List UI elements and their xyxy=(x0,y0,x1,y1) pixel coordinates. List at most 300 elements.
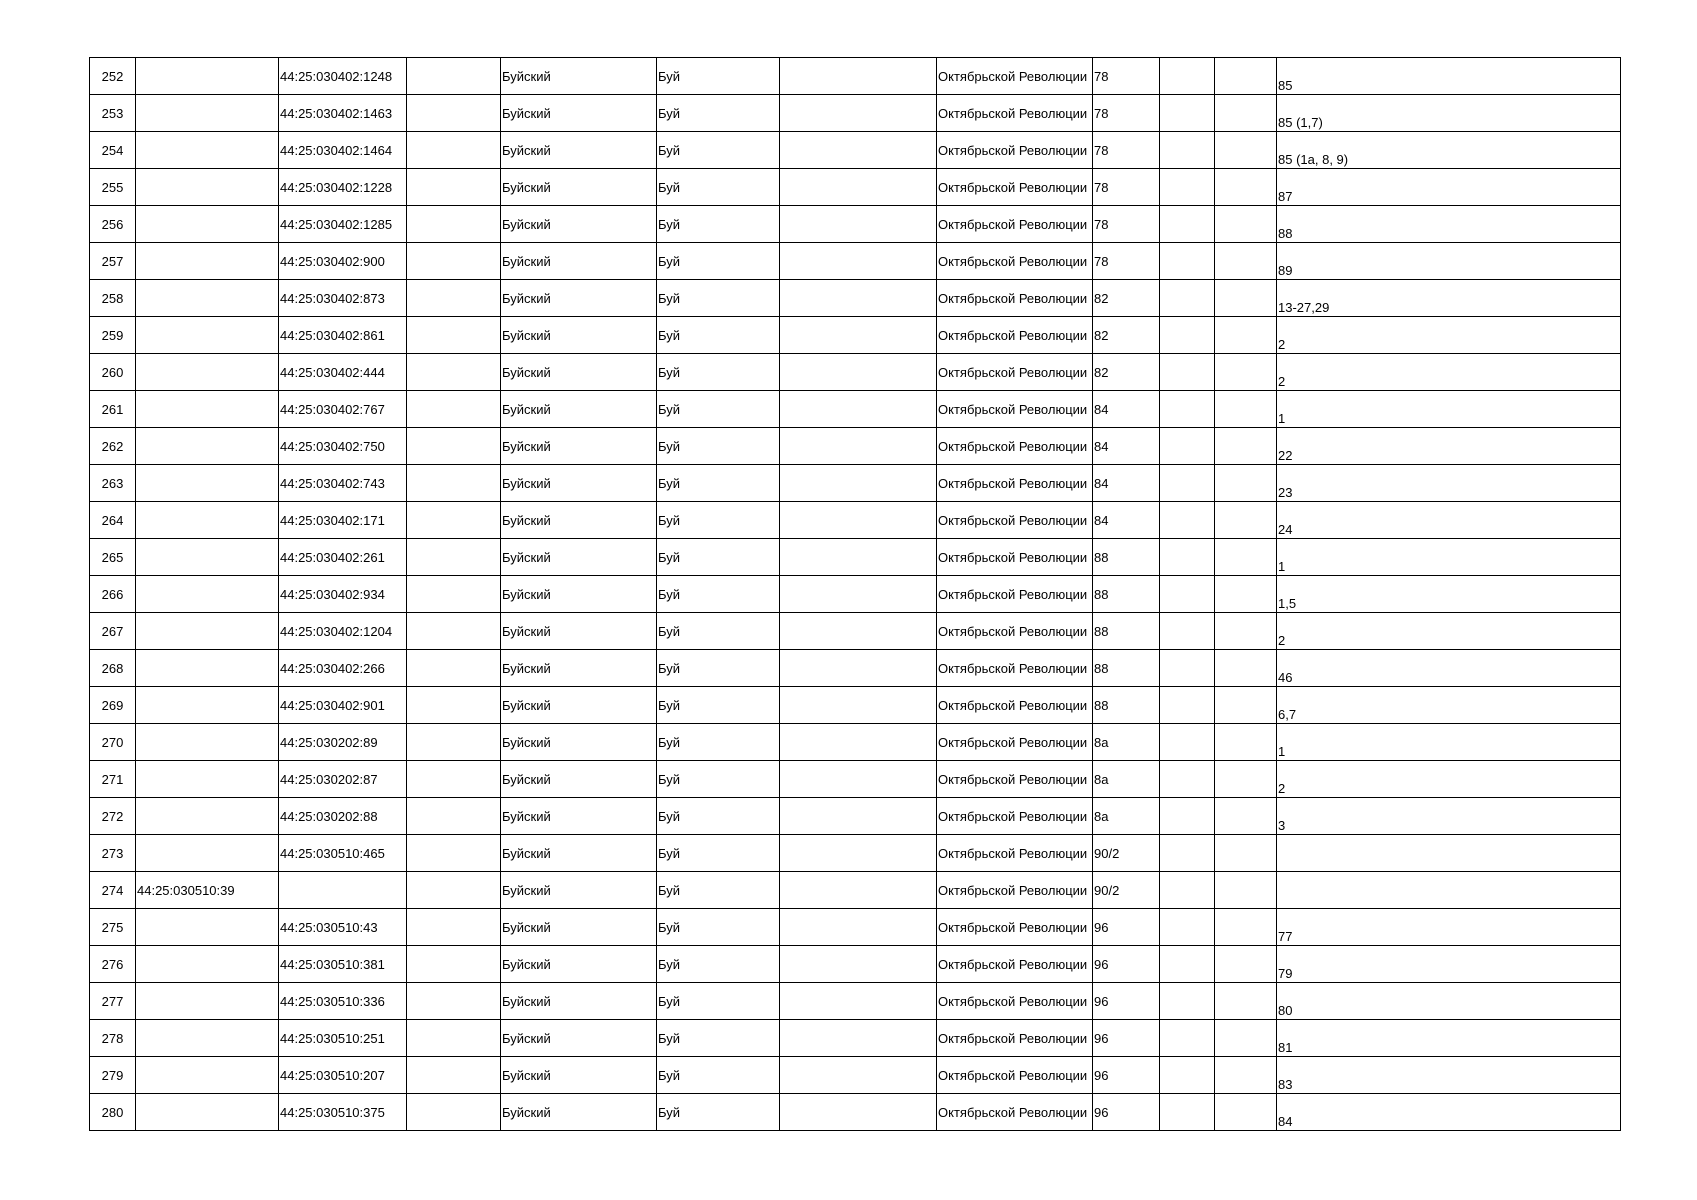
locality-cell xyxy=(780,687,937,724)
street-cell: Октябрьской Революции xyxy=(937,650,1093,687)
locality-cell xyxy=(780,613,937,650)
district-cell: Буйский xyxy=(501,1057,657,1094)
letter-cell xyxy=(1215,1057,1277,1094)
street-cell: Октябрьской Революции xyxy=(937,909,1093,946)
letter-cell xyxy=(1215,95,1277,132)
blank-cell xyxy=(407,909,501,946)
building-cell xyxy=(1160,502,1215,539)
table-row xyxy=(90,539,1621,576)
cadastral-number-parcel-cell xyxy=(136,983,279,1020)
city-cell: Буй xyxy=(657,317,780,354)
locality-cell xyxy=(780,132,937,169)
city-cell: Буй xyxy=(657,206,780,243)
locality-cell xyxy=(780,169,937,206)
house-number-cell: 96 xyxy=(1093,1094,1160,1131)
cadastral-number-object-cell: 44:25:030402:901 xyxy=(279,687,407,724)
blank-cell xyxy=(407,1020,501,1057)
cadastral-number-parcel-cell xyxy=(136,724,279,761)
city-cell: Буй xyxy=(657,58,780,95)
row-number-cell: 268 xyxy=(90,650,136,687)
district-cell: Буйский xyxy=(501,946,657,983)
city-cell: Буй xyxy=(657,872,780,909)
row-number-cell: 265 xyxy=(90,539,136,576)
blank-cell xyxy=(407,280,501,317)
row-number-cell: 259 xyxy=(90,317,136,354)
district-cell: Буйский xyxy=(501,761,657,798)
cadastral-number-parcel-cell xyxy=(136,317,279,354)
registry-table-container xyxy=(89,57,1621,1131)
apartment-cell: 88 xyxy=(1277,206,1621,243)
apartment-cell: 22 xyxy=(1277,428,1621,465)
apartment-cell: 77 xyxy=(1277,909,1621,946)
table-row xyxy=(90,1057,1621,1094)
street-cell: Октябрьской Революции xyxy=(937,465,1093,502)
cadastral-number-parcel-cell xyxy=(136,95,279,132)
street-cell: Октябрьской Революции xyxy=(937,761,1093,798)
district-cell: Буйский xyxy=(501,391,657,428)
cadastral-number-object-cell: 44:25:030202:87 xyxy=(279,761,407,798)
table-row xyxy=(90,798,1621,835)
blank-cell xyxy=(407,465,501,502)
building-cell xyxy=(1160,354,1215,391)
row-number-cell: 260 xyxy=(90,354,136,391)
blank-cell xyxy=(407,428,501,465)
cadastral-number-object-cell: 44:25:030402:1464 xyxy=(279,132,407,169)
table-row xyxy=(90,761,1621,798)
locality-cell xyxy=(780,95,937,132)
street-cell: Октябрьской Революции xyxy=(937,946,1093,983)
table-row xyxy=(90,576,1621,613)
building-cell xyxy=(1160,1057,1215,1094)
cadastral-number-object-cell: 44:25:030402:171 xyxy=(279,502,407,539)
cadastral-number-object-cell: 44:25:030402:743 xyxy=(279,465,407,502)
city-cell: Буй xyxy=(657,169,780,206)
city-cell: Буй xyxy=(657,724,780,761)
blank-cell xyxy=(407,835,501,872)
cadastral-number-parcel-cell xyxy=(136,650,279,687)
house-number-cell: 96 xyxy=(1093,1057,1160,1094)
apartment-cell xyxy=(1277,872,1621,909)
cadastral-number-parcel-cell xyxy=(136,206,279,243)
apartment-cell: 85 (1,7) xyxy=(1277,95,1621,132)
cadastral-number-parcel-cell xyxy=(136,946,279,983)
table-row xyxy=(90,650,1621,687)
apartment-cell: 85 (1а, 8, 9) xyxy=(1277,132,1621,169)
city-cell: Буй xyxy=(657,1094,780,1131)
city-cell: Буй xyxy=(657,280,780,317)
table-row xyxy=(90,613,1621,650)
street-cell: Октябрьской Революции xyxy=(937,58,1093,95)
house-number-cell: 82 xyxy=(1093,317,1160,354)
apartment-cell: 3 xyxy=(1277,798,1621,835)
row-number-cell: 252 xyxy=(90,58,136,95)
street-cell: Октябрьской Революции xyxy=(937,687,1093,724)
blank-cell xyxy=(407,650,501,687)
building-cell xyxy=(1160,428,1215,465)
cadastral-number-parcel-cell xyxy=(136,502,279,539)
blank-cell xyxy=(407,687,501,724)
house-number-cell: 88 xyxy=(1093,687,1160,724)
cadastral-number-object-cell: 44:25:030402:873 xyxy=(279,280,407,317)
row-number-cell: 280 xyxy=(90,1094,136,1131)
table-row xyxy=(90,206,1621,243)
table-row xyxy=(90,58,1621,95)
district-cell: Буйский xyxy=(501,1020,657,1057)
table-row xyxy=(90,428,1621,465)
letter-cell xyxy=(1215,58,1277,95)
building-cell xyxy=(1160,1094,1215,1131)
building-cell xyxy=(1160,872,1215,909)
row-number-cell: 266 xyxy=(90,576,136,613)
apartment-cell: 2 xyxy=(1277,354,1621,391)
blank-cell xyxy=(407,391,501,428)
letter-cell xyxy=(1215,650,1277,687)
district-cell: Буйский xyxy=(501,58,657,95)
district-cell: Буйский xyxy=(501,687,657,724)
city-cell: Буй xyxy=(657,1057,780,1094)
district-cell: Буйский xyxy=(501,724,657,761)
house-number-cell: 84 xyxy=(1093,502,1160,539)
row-number-cell: 264 xyxy=(90,502,136,539)
table-row xyxy=(90,465,1621,502)
cadastral-number-object-cell: 44:25:030402:767 xyxy=(279,391,407,428)
locality-cell xyxy=(780,243,937,280)
street-cell: Октябрьской Революции xyxy=(937,169,1093,206)
house-number-cell: 78 xyxy=(1093,243,1160,280)
street-cell: Октябрьской Революции xyxy=(937,206,1093,243)
table-row xyxy=(90,909,1621,946)
house-number-cell: 8а xyxy=(1093,798,1160,835)
cadastral-number-parcel-cell xyxy=(136,354,279,391)
building-cell xyxy=(1160,576,1215,613)
row-number-cell: 256 xyxy=(90,206,136,243)
letter-cell xyxy=(1215,280,1277,317)
district-cell: Буйский xyxy=(501,169,657,206)
cadastral-number-parcel-cell xyxy=(136,613,279,650)
blank-cell xyxy=(407,983,501,1020)
cadastral-number-object-cell: 44:25:030402:1228 xyxy=(279,169,407,206)
city-cell: Буй xyxy=(657,650,780,687)
city-cell: Буй xyxy=(657,95,780,132)
letter-cell xyxy=(1215,169,1277,206)
row-number-cell: 263 xyxy=(90,465,136,502)
street-cell: Октябрьской Революции xyxy=(937,428,1093,465)
building-cell xyxy=(1160,58,1215,95)
row-number-cell: 258 xyxy=(90,280,136,317)
district-cell: Буйский xyxy=(501,95,657,132)
apartment-cell: 2 xyxy=(1277,761,1621,798)
cadastral-number-object-cell: 44:25:030510:465 xyxy=(279,835,407,872)
blank-cell xyxy=(407,354,501,391)
house-number-cell: 84 xyxy=(1093,391,1160,428)
district-cell: Буйский xyxy=(501,206,657,243)
apartment-cell: 6,7 xyxy=(1277,687,1621,724)
row-number-cell: 277 xyxy=(90,983,136,1020)
street-cell: Октябрьской Революции xyxy=(937,835,1093,872)
cadastral-number-parcel-cell xyxy=(136,1020,279,1057)
row-number-cell: 278 xyxy=(90,1020,136,1057)
house-number-cell: 96 xyxy=(1093,909,1160,946)
row-number-cell: 267 xyxy=(90,613,136,650)
apartment-cell: 13-27,29 xyxy=(1277,280,1621,317)
letter-cell xyxy=(1215,687,1277,724)
table-row xyxy=(90,132,1621,169)
district-cell: Буйский xyxy=(501,465,657,502)
district-cell: Буйский xyxy=(501,872,657,909)
district-cell: Буйский xyxy=(501,1094,657,1131)
building-cell xyxy=(1160,317,1215,354)
letter-cell xyxy=(1215,1094,1277,1131)
house-number-cell: 8а xyxy=(1093,724,1160,761)
city-cell: Буй xyxy=(657,539,780,576)
street-cell: Октябрьской Революции xyxy=(937,613,1093,650)
letter-cell xyxy=(1215,465,1277,502)
cadastral-number-object-cell: 44:25:030202:88 xyxy=(279,798,407,835)
house-number-cell: 96 xyxy=(1093,946,1160,983)
locality-cell xyxy=(780,576,937,613)
district-cell: Буйский xyxy=(501,243,657,280)
city-cell: Буй xyxy=(657,946,780,983)
letter-cell xyxy=(1215,909,1277,946)
cadastral-number-parcel-cell xyxy=(136,465,279,502)
street-cell: Октябрьской Революции xyxy=(937,95,1093,132)
table-row xyxy=(90,169,1621,206)
building-cell xyxy=(1160,1020,1215,1057)
letter-cell xyxy=(1215,206,1277,243)
locality-cell xyxy=(780,428,937,465)
cadastral-number-parcel-cell xyxy=(136,243,279,280)
cadastral-number-parcel-cell xyxy=(136,391,279,428)
cadastral-number-object-cell: 44:25:030510:381 xyxy=(279,946,407,983)
district-cell: Буйский xyxy=(501,280,657,317)
table-row xyxy=(90,946,1621,983)
city-cell: Буй xyxy=(657,687,780,724)
street-cell: Октябрьской Революции xyxy=(937,1094,1093,1131)
apartment-cell xyxy=(1277,835,1621,872)
table-row xyxy=(90,724,1621,761)
house-number-cell: 78 xyxy=(1093,58,1160,95)
cadastral-number-parcel-cell xyxy=(136,576,279,613)
city-cell: Буй xyxy=(657,243,780,280)
building-cell xyxy=(1160,169,1215,206)
cadastral-number-parcel-cell xyxy=(136,798,279,835)
building-cell xyxy=(1160,835,1215,872)
apartment-cell: 24 xyxy=(1277,502,1621,539)
letter-cell xyxy=(1215,872,1277,909)
blank-cell xyxy=(407,95,501,132)
locality-cell xyxy=(780,317,937,354)
row-number-cell: 274 xyxy=(90,872,136,909)
row-number-cell: 275 xyxy=(90,909,136,946)
apartment-cell: 46 xyxy=(1277,650,1621,687)
street-cell: Октябрьской Революции xyxy=(937,354,1093,391)
blank-cell xyxy=(407,243,501,280)
apartment-cell: 85 xyxy=(1277,58,1621,95)
cadastral-number-object-cell: 44:25:030510:375 xyxy=(279,1094,407,1131)
locality-cell xyxy=(780,206,937,243)
house-number-cell: 82 xyxy=(1093,354,1160,391)
cadastral-number-object-cell: 44:25:030402:900 xyxy=(279,243,407,280)
blank-cell xyxy=(407,872,501,909)
cadastral-number-object-cell: 44:25:030402:1248 xyxy=(279,58,407,95)
locality-cell xyxy=(780,946,937,983)
table-row xyxy=(90,391,1621,428)
district-cell: Буйский xyxy=(501,909,657,946)
house-number-cell: 88 xyxy=(1093,539,1160,576)
apartment-cell: 81 xyxy=(1277,1020,1621,1057)
building-cell xyxy=(1160,650,1215,687)
blank-cell xyxy=(407,539,501,576)
house-number-cell: 78 xyxy=(1093,169,1160,206)
letter-cell xyxy=(1215,835,1277,872)
cadastral-number-object-cell: 44:25:030402:934 xyxy=(279,576,407,613)
building-cell xyxy=(1160,280,1215,317)
house-number-cell: 96 xyxy=(1093,1020,1160,1057)
locality-cell xyxy=(780,354,937,391)
house-number-cell: 78 xyxy=(1093,132,1160,169)
table-row xyxy=(90,354,1621,391)
row-number-cell: 262 xyxy=(90,428,136,465)
house-number-cell: 78 xyxy=(1093,95,1160,132)
cadastral-number-object-cell: 44:25:030402:444 xyxy=(279,354,407,391)
house-number-cell: 96 xyxy=(1093,983,1160,1020)
building-cell xyxy=(1160,724,1215,761)
city-cell: Буй xyxy=(657,502,780,539)
street-cell: Октябрьской Революции xyxy=(937,983,1093,1020)
apartment-cell: 2 xyxy=(1277,317,1621,354)
district-cell: Буйский xyxy=(501,428,657,465)
row-number-cell: 261 xyxy=(90,391,136,428)
district-cell: Буйский xyxy=(501,317,657,354)
blank-cell xyxy=(407,169,501,206)
cadastral-number-parcel-cell xyxy=(136,169,279,206)
city-cell: Буй xyxy=(657,1020,780,1057)
letter-cell xyxy=(1215,243,1277,280)
letter-cell xyxy=(1215,983,1277,1020)
apartment-cell: 79 xyxy=(1277,946,1621,983)
blank-cell xyxy=(407,1094,501,1131)
city-cell: Буй xyxy=(657,428,780,465)
locality-cell xyxy=(780,539,937,576)
blank-cell xyxy=(407,502,501,539)
table-row xyxy=(90,1094,1621,1131)
letter-cell xyxy=(1215,724,1277,761)
city-cell: Буй xyxy=(657,576,780,613)
house-number-cell: 78 xyxy=(1093,206,1160,243)
letter-cell xyxy=(1215,798,1277,835)
letter-cell xyxy=(1215,391,1277,428)
letter-cell xyxy=(1215,761,1277,798)
city-cell: Буй xyxy=(657,465,780,502)
locality-cell xyxy=(780,1057,937,1094)
district-cell: Буйский xyxy=(501,613,657,650)
letter-cell xyxy=(1215,317,1277,354)
locality-cell xyxy=(780,761,937,798)
letter-cell xyxy=(1215,539,1277,576)
house-number-cell: 90/2 xyxy=(1093,872,1160,909)
city-cell: Буй xyxy=(657,835,780,872)
street-cell: Октябрьской Революции xyxy=(937,317,1093,354)
locality-cell xyxy=(780,983,937,1020)
locality-cell xyxy=(780,1020,937,1057)
locality-cell xyxy=(780,391,937,428)
address-registry-table xyxy=(89,57,1621,1131)
letter-cell xyxy=(1215,1020,1277,1057)
street-cell: Октябрьской Революции xyxy=(937,280,1093,317)
table-row xyxy=(90,243,1621,280)
cadastral-number-parcel-cell xyxy=(136,132,279,169)
locality-cell xyxy=(780,58,937,95)
cadastral-number-object-cell: 44:25:030402:861 xyxy=(279,317,407,354)
cadastral-number-parcel-cell xyxy=(136,1094,279,1131)
blank-cell xyxy=(407,317,501,354)
house-number-cell: 84 xyxy=(1093,465,1160,502)
letter-cell xyxy=(1215,613,1277,650)
cadastral-number-object-cell: 44:25:030202:89 xyxy=(279,724,407,761)
street-cell: Октябрьской Революции xyxy=(937,872,1093,909)
street-cell: Октябрьской Революции xyxy=(937,576,1093,613)
table-row xyxy=(90,872,1621,909)
building-cell xyxy=(1160,465,1215,502)
building-cell xyxy=(1160,761,1215,798)
cadastral-number-parcel-cell xyxy=(136,539,279,576)
city-cell: Буй xyxy=(657,613,780,650)
table-row xyxy=(90,95,1621,132)
cadastral-number-object-cell: 44:25:030510:251 xyxy=(279,1020,407,1057)
city-cell: Буй xyxy=(657,391,780,428)
apartment-cell: 1 xyxy=(1277,391,1621,428)
locality-cell xyxy=(780,465,937,502)
table-row xyxy=(90,687,1621,724)
letter-cell xyxy=(1215,576,1277,613)
locality-cell xyxy=(780,909,937,946)
table-row xyxy=(90,502,1621,539)
blank-cell xyxy=(407,58,501,95)
blank-cell xyxy=(407,946,501,983)
locality-cell xyxy=(780,724,937,761)
row-number-cell: 254 xyxy=(90,132,136,169)
city-cell: Буй xyxy=(657,909,780,946)
city-cell: Буй xyxy=(657,761,780,798)
cadastral-number-object-cell: 44:25:030402:750 xyxy=(279,428,407,465)
blank-cell xyxy=(407,206,501,243)
building-cell xyxy=(1160,613,1215,650)
table-body xyxy=(90,58,1621,1131)
building-cell xyxy=(1160,909,1215,946)
apartment-cell: 89 xyxy=(1277,243,1621,280)
blank-cell xyxy=(407,761,501,798)
street-cell: Октябрьской Революции xyxy=(937,243,1093,280)
building-cell xyxy=(1160,132,1215,169)
cadastral-number-parcel-cell xyxy=(136,761,279,798)
apartment-cell: 1 xyxy=(1277,724,1621,761)
locality-cell xyxy=(780,280,937,317)
street-cell: Октябрьской Революции xyxy=(937,798,1093,835)
row-number-cell: 269 xyxy=(90,687,136,724)
building-cell xyxy=(1160,95,1215,132)
street-cell: Октябрьской Революции xyxy=(937,1020,1093,1057)
letter-cell xyxy=(1215,132,1277,169)
cadastral-number-object-cell: 44:25:030402:1285 xyxy=(279,206,407,243)
table-row xyxy=(90,280,1621,317)
locality-cell xyxy=(780,835,937,872)
apartment-cell: 1,5 xyxy=(1277,576,1621,613)
apartment-cell: 83 xyxy=(1277,1057,1621,1094)
cadastral-number-parcel-cell xyxy=(136,428,279,465)
building-cell xyxy=(1160,539,1215,576)
row-number-cell: 255 xyxy=(90,169,136,206)
cadastral-number-object-cell: 44:25:030510:336 xyxy=(279,983,407,1020)
